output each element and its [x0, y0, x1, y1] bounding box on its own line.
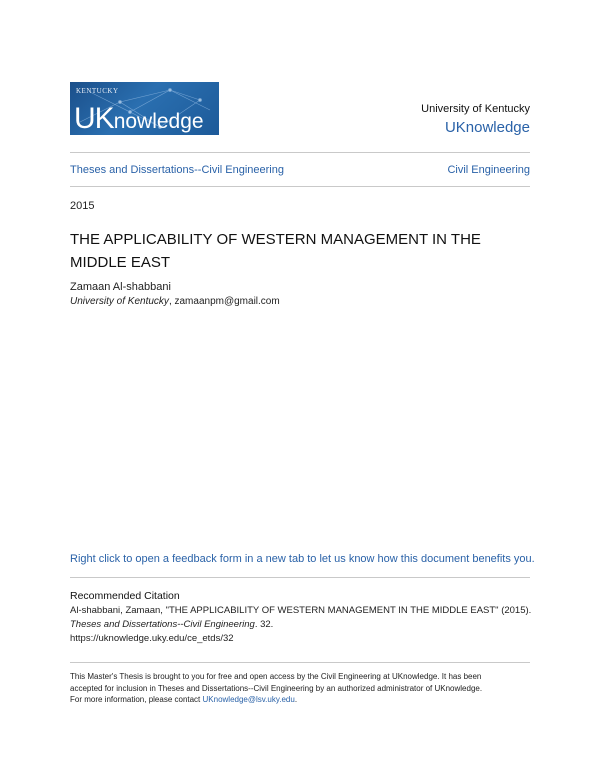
citation-url[interactable]: https://uknowledge.uky.edu/ce_etds/32: [70, 633, 234, 644]
divider-feedback: [70, 577, 530, 578]
publication-year: 2015: [70, 200, 95, 212]
author-name: Zamaan Al-shabbani: [70, 281, 171, 293]
logo-wordmark: [74, 102, 204, 135]
citation-line-1: Al-shabbani, Zamaan, "THE APPLICABILITY OF WESTERN MANAGEMENT IN THE MIDDLE EAST" (2015).: [70, 605, 532, 616]
uknowledge-logo[interactable]: [70, 82, 219, 135]
logo-nowledge-text: nowledge: [113, 110, 204, 133]
footer-line-1: This Master's Thesis is brought to you for free and open access by the Civil Engineering at UKnowledge. It has been: [70, 672, 482, 681]
footer-contact-prefix: For more information, please contact: [70, 695, 203, 704]
header-links: [421, 103, 530, 136]
logo-uk-text: UK: [74, 102, 114, 135]
footer-line-3: [70, 694, 540, 706]
divider-top: [70, 152, 530, 153]
affiliation-institution: University of Kentucky: [70, 296, 169, 307]
author-affiliation: [70, 296, 280, 307]
contact-email-link[interactable]: UKnowledge@lsv.uky.edu: [202, 695, 295, 704]
citation-number: . 32.: [254, 619, 274, 630]
divider-bottom: [70, 662, 530, 663]
document-title: [70, 228, 540, 274]
citation-heading: Recommended Citation: [70, 590, 180, 602]
logo-kentucky-text: KENTUCKY: [76, 87, 119, 95]
uknowledge-link[interactable]: UKnowledge: [444, 119, 530, 136]
footer-line-2: accepted for inclusion in Theses and Dissertations--Civil Engineering by an authorized administrator of UKnowledge.: [70, 683, 483, 693]
title-line-2: MIDDLE EAST: [70, 254, 171, 271]
department-link[interactable]: Civil Engineering: [447, 164, 530, 176]
divider-breadcrumb: [70, 186, 530, 187]
university-link[interactable]: University of Kentucky: [421, 103, 530, 115]
title-line-1: THE APPLICABILITY OF WESTERN MANAGEMENT IN THE: [70, 231, 481, 248]
feedback-link[interactable]: Right click to open a feedback form in a new tab to let us know how this document benefits you.: [70, 553, 535, 565]
footer-contact-suffix: .: [294, 695, 298, 704]
series-link[interactable]: Theses and Dissertations--Civil Engineering: [70, 164, 284, 176]
footer-text: [70, 671, 540, 706]
citation-line-2: [70, 618, 273, 631]
affiliation-email: , zamaanpm@gmail.com: [168, 296, 280, 307]
citation-series: Theses and Dissertations--Civil Engineering: [70, 619, 255, 630]
